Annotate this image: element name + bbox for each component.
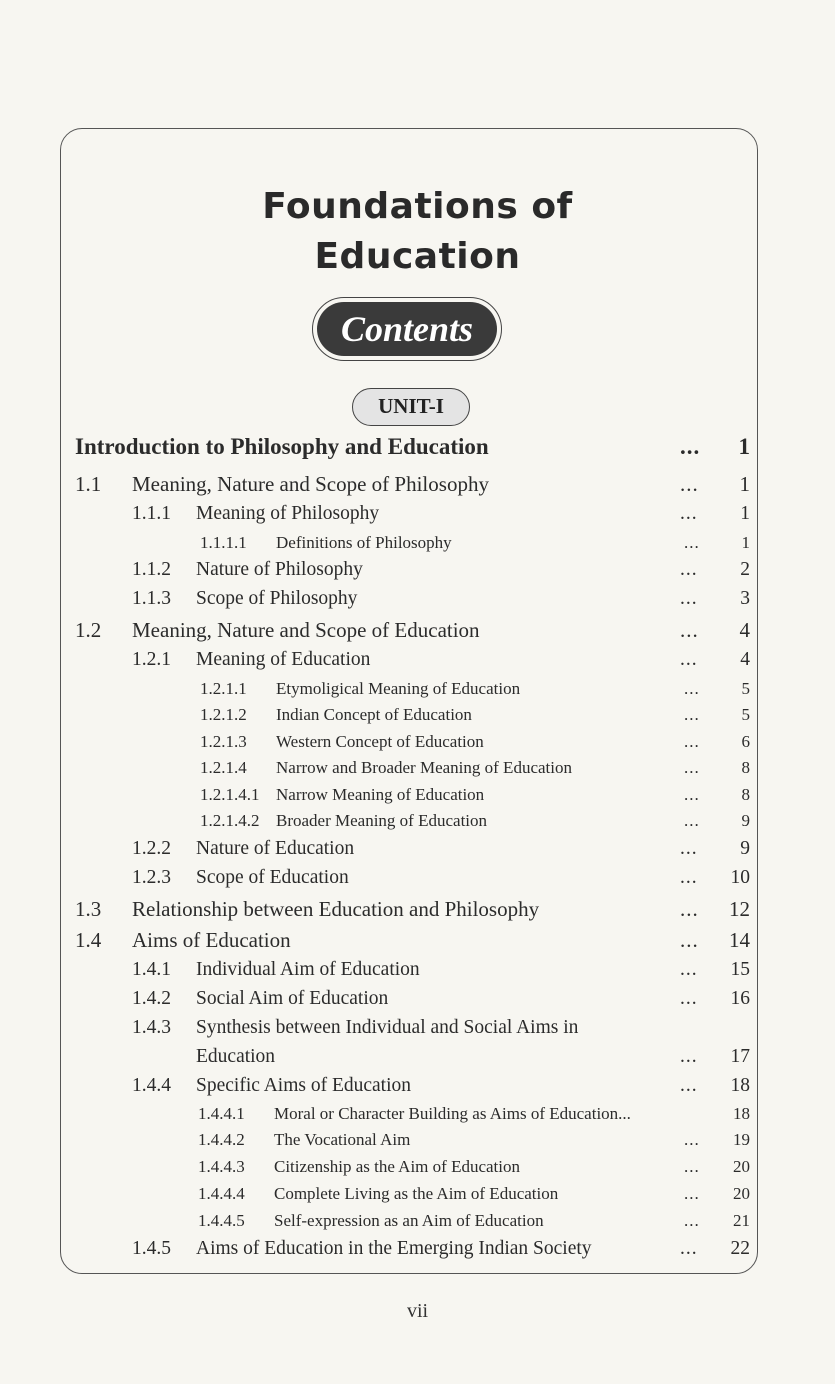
toc-section-number: 1.4.1: [132, 959, 171, 980]
toc-section-title: Specific Aims of Education: [196, 1075, 411, 1096]
toc-section-number: 1.2.1.1: [200, 679, 247, 698]
toc-section-number: 1.4: [75, 928, 102, 952]
toc-section-number: 1.4.4.2: [198, 1130, 245, 1149]
toc-section-number: 1.1.3: [132, 588, 171, 609]
toc-leader-dots: ...: [680, 588, 698, 609]
toc-page-number: 20: [733, 1184, 750, 1203]
toc-page-number: 5: [741, 705, 750, 724]
contents-label: Contents: [317, 302, 497, 356]
toc-page-number: 4: [740, 649, 750, 670]
toc-section-title: Broader Meaning of Education: [276, 811, 488, 830]
toc-leader-dots: ...: [680, 472, 699, 496]
toc-leader-dots: ...: [680, 1046, 698, 1067]
toc-section-number: 1.2.1: [132, 649, 171, 670]
toc-leader-dots: ...: [680, 988, 698, 1009]
toc-leader-dots: ...: [684, 1157, 700, 1176]
toc-section-number: 1.4.3: [132, 1017, 171, 1038]
toc-page-number: 21: [733, 1211, 750, 1230]
toc-section-number: 1.4.4: [132, 1075, 171, 1096]
toc-leader-dots: ...: [684, 1211, 700, 1230]
toc-page-number: 1: [739, 472, 750, 496]
toc-leader-dots: ...: [684, 732, 700, 751]
toc-section-title: Western Concept of Education: [276, 732, 484, 751]
toc-section-number: 1.1: [75, 472, 102, 496]
toc-section-title: Etymoligical Meaning of Education: [276, 679, 521, 698]
toc-page-number: 3: [740, 588, 750, 609]
toc-section-title: Education: [196, 1046, 276, 1067]
toc-page-number: 20: [733, 1157, 750, 1176]
page-number: vii: [406, 1300, 429, 1322]
toc-leader-dots: ...: [684, 705, 700, 724]
toc-page-number: 1: [740, 503, 750, 524]
toc-leader-dots: ...: [680, 649, 698, 670]
toc-leader-dots: ...: [684, 533, 700, 552]
toc-section-title: Meaning, Nature and Scope of Philosophy: [132, 472, 489, 496]
toc-section-number: 1.2.1.4.2: [200, 811, 260, 830]
toc-section-title: Nature of Philosophy: [196, 559, 363, 580]
toc-page-number: 5: [741, 679, 750, 698]
toc-leader-dots: ...: [680, 434, 701, 459]
toc-section-number: 1.2.1.4: [200, 758, 247, 777]
toc-section-title: Citizenship as the Aim of Education: [274, 1157, 520, 1176]
toc-page-number: 14: [729, 928, 750, 952]
toc-section-title: Relationship between Education and Philosophy: [132, 897, 540, 921]
toc-leader-dots: ...: [680, 867, 698, 888]
toc-page-number: 9: [740, 838, 750, 859]
toc-section-title: Scope of Philosophy: [196, 588, 358, 609]
toc-page-number: 12: [729, 897, 750, 921]
toc-section-title: Definitions of Philosophy: [276, 533, 452, 552]
toc-section-title: Individual Aim of Education: [196, 959, 420, 980]
toc-section-title: Indian Concept of Education: [276, 705, 472, 724]
toc-section-title: Meaning of Philosophy: [196, 503, 380, 524]
toc-leader-dots: ...: [680, 618, 699, 642]
toc-section-number: 1.4.2: [132, 988, 171, 1009]
toc-section-title: Aims of Education: [132, 928, 291, 952]
toc-section-number: 1.4.4.4: [198, 1184, 245, 1203]
toc-page-number: 19: [733, 1130, 750, 1149]
toc-section-title: Social Aim of Education: [196, 988, 389, 1009]
toc-page-number: 4: [739, 618, 750, 642]
toc-leader-dots: ...: [680, 838, 698, 859]
toc-section-number: 1.4.4.3: [198, 1157, 245, 1176]
toc-page-number: 2: [740, 559, 750, 580]
toc-leader-dots: ...: [680, 959, 698, 980]
contents-badge: [312, 297, 502, 361]
toc-section-title: Moral or Character Building as Aims of Education...: [274, 1104, 631, 1123]
toc-section-number: 1.2.2: [132, 838, 171, 859]
toc-leader-dots: ...: [680, 503, 698, 524]
toc-leader-dots: ...: [684, 785, 700, 804]
toc-section-number: 1.1.1: [132, 503, 171, 524]
toc-section-title: Narrow and Broader Meaning of Education: [276, 758, 572, 777]
toc-section-number: 1.2.1.3: [200, 732, 247, 751]
toc-section-title: Scope of Education: [196, 867, 349, 888]
toc-page-number: 8: [741, 785, 750, 804]
toc-leader-dots: ...: [684, 1130, 700, 1149]
toc-page-number: 17: [730, 1046, 750, 1067]
toc-section-number: 1.4.5: [132, 1238, 171, 1259]
toc-section-title: Complete Living as the Aim of Education: [274, 1184, 559, 1203]
toc-section-title: The Vocational Aim: [274, 1130, 411, 1149]
toc-page-number: 8: [741, 758, 750, 777]
toc-section-number: 1.2.3: [132, 867, 171, 888]
toc-leader-dots: ...: [680, 1075, 698, 1096]
toc-section-title: Meaning of Education: [196, 649, 371, 670]
toc-leader-dots: ...: [680, 1238, 698, 1259]
toc-section-number: 1.2: [75, 618, 102, 642]
toc-page-number: 22: [730, 1238, 750, 1259]
toc-page-number: 1: [738, 434, 750, 459]
toc-leader-dots: ...: [684, 758, 700, 777]
toc-leader-dots: ...: [680, 897, 699, 921]
toc-page-number: 16: [730, 988, 750, 1009]
toc-section-number: 1.4.4.1: [198, 1104, 245, 1123]
toc-leader-dots: ...: [680, 928, 699, 952]
toc-leader-dots: ...: [684, 811, 700, 830]
toc-section-number: 1.3: [75, 897, 102, 921]
toc-leader-dots: ...: [684, 1184, 700, 1203]
toc-section-title: Self-expression as an Aim of Education: [274, 1211, 544, 1230]
toc-section-title: Meaning, Nature and Scope of Education: [132, 618, 480, 642]
toc-section-number: 1.2.1.4.1: [200, 785, 260, 804]
toc-page-number: 10: [730, 867, 750, 888]
toc-page-number: 6: [741, 732, 750, 751]
toc-page-number: 1: [741, 533, 750, 552]
toc-section-title: Synthesis between Individual and Social Aims in: [196, 1017, 579, 1038]
toc-section-title: Introduction to Philosophy and Education: [75, 434, 489, 459]
toc-section-number: 1.2.1.2: [200, 705, 247, 724]
toc-section-title: Narrow Meaning of Education: [276, 785, 485, 804]
toc-leader-dots: ...: [680, 559, 698, 580]
toc-page-number: 15: [730, 959, 750, 980]
book-title-line-1: Foundations of: [262, 186, 573, 227]
toc-section-number: 1.4.4.5: [198, 1211, 245, 1230]
book-title-line-2: Education: [314, 236, 521, 277]
toc-section-number: 1.1.2: [132, 559, 171, 580]
toc-section-number: 1.1.1.1: [200, 533, 247, 552]
toc-page-number: 9: [741, 811, 750, 830]
toc-section-title: Nature of Education: [196, 838, 355, 859]
toc-page-number: 18: [730, 1075, 750, 1096]
unit-badge: UNIT-I: [352, 388, 470, 426]
toc-leader-dots: ...: [684, 679, 700, 698]
toc-section-title: Aims of Education in the Emerging Indian Society: [196, 1238, 592, 1259]
toc-page-number: 18: [733, 1104, 750, 1123]
